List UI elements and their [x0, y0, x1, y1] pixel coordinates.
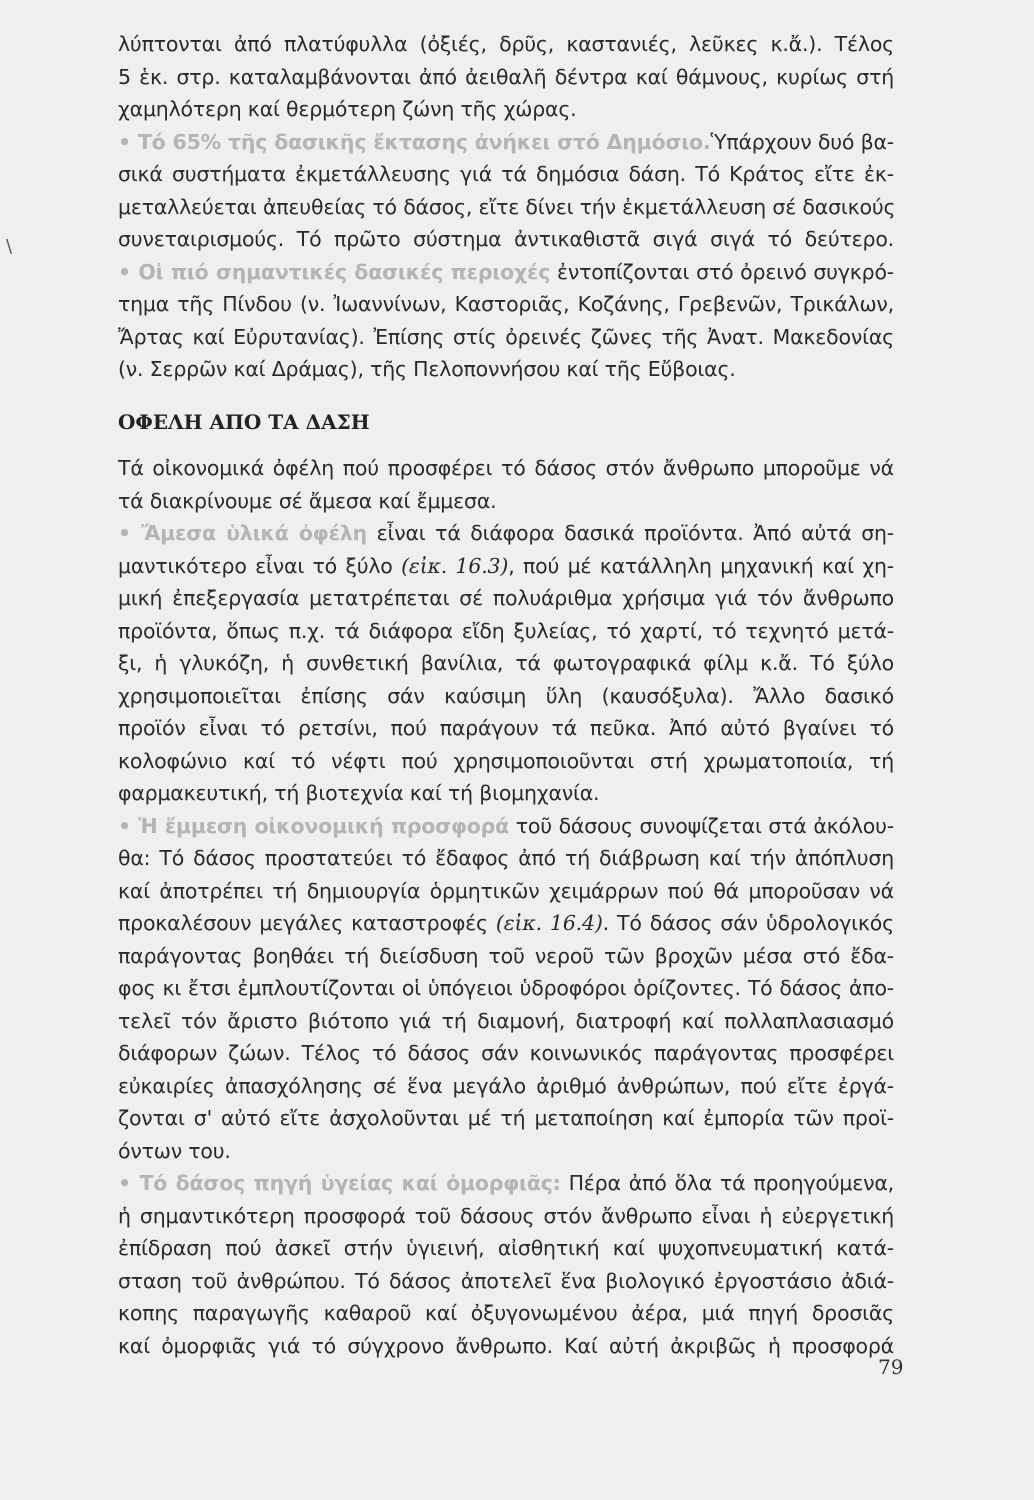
paragraph-block-forest-benefits [118, 452, 894, 1362]
margin-mark: \ [6, 236, 13, 257]
text-line [118, 1005, 894, 1038]
inline-heading: • Τό 65% τῆς δασικῆς ἔκτασης ἀνήκει στό Δημόσιο. [118, 129, 711, 154]
page-number: 79 [878, 1355, 904, 1379]
line-text: . Τό δάσος σάν ὑδρολογικός [602, 911, 894, 935]
line-text: Ἄρτας καί Εὐρυτανίας). Ἐπίσης στίς ὀρεινές ζῶνες τῆς Ἀνατ. Μακεδονίας [118, 324, 894, 349]
line-text: ξι, ἡ γλυκόζη, ἡ συνθετική βανίλια, τά φωτογραφικά φίλμ κ.ἄ. Τό ξύλο [118, 651, 894, 675]
text-line [118, 1037, 894, 1070]
figure-reference: (εἰκ. 16.3) [401, 553, 509, 578]
line-text: Πέρα ἀπό ὅλα τά προηγούμενα, [560, 1171, 894, 1195]
figure-reference: (εἰκ. 16.4) [495, 911, 603, 935]
text-line [118, 288, 894, 321]
inline-heading: • Ἄμεσα ὑλικά ὀφέλη [118, 521, 367, 545]
line-text: , πού μέ κατάλληλη μηχανική καί χη- [508, 553, 894, 578]
line-text: Ὑπάρχουν δυό βα- [710, 129, 894, 154]
line-text: (ν. Σερρῶν καί Δράμας), τῆς Πελοποννήσου καί τῆς Εὔβοιας. [118, 357, 736, 381]
line-text: μαντικότερο εἶναι τό ξύλο [118, 553, 402, 578]
text-line [118, 353, 894, 386]
line-text: ἡ σημαντικότερη προσφορά τοῦ δάσους στόν ἄνθρωπο εἶναι ἡ εὐεργετική [118, 1203, 894, 1228]
line-text: κολοφώνιο καί τό νέφτι πού χρησιμοποιοῦνται στή χρωματοποιία, τή [118, 748, 894, 773]
text-line [118, 158, 894, 191]
line-text: φος κι ἔτσι ἐμπλουτίζονται οἱ ὑπόγειοι ὑδροφόροι ὁρίζοντες. Τό δάσος ἀπο- [118, 976, 894, 1000]
text-line [118, 28, 894, 61]
text-line [118, 1102, 894, 1135]
text-line [118, 550, 894, 583]
line-text: τελεῖ τόν ἄριστο βιότοπο γιά τή διαμονή, διατροφή καί πολλαπλασιασμό [118, 1008, 894, 1033]
paragraph-block-forest-ownership [118, 28, 894, 386]
line-text: προκαλέσουν μεγάλες καταστροφές [118, 911, 496, 935]
text-line [118, 1200, 894, 1233]
text-line [118, 191, 894, 224]
line-text: χρησιμοποιεῖται ἐπίσης σάν καύσιμη ὕλη (καυσόξυλα). Ἄλλο δασικό [118, 683, 894, 708]
text-line [118, 1232, 894, 1265]
line-text: εἶναι τά διάφορα δασικά προϊόντα. Ἀπό αὐτά ση- [366, 521, 894, 545]
text-line [118, 875, 894, 908]
text-line [118, 777, 894, 810]
text-line [118, 1167, 894, 1200]
line-text: τά διακρίνουμε σέ ἄμεσα καί ἔμμεσα. [118, 488, 497, 513]
inline-heading: • Τό δάσος πηγή ὑγείας καί ὀμορφιᾶς: [118, 1171, 561, 1195]
line-text: διάφορων ζώων. Τέλος τό δάσος σάν κοινωνικός παράγοντας προσφέρει [118, 1041, 894, 1065]
text-line [118, 1135, 894, 1168]
text-line [118, 582, 894, 615]
text-line [118, 256, 894, 289]
text-line [118, 126, 894, 159]
line-text: όντων του. [118, 1138, 231, 1163]
text-line [118, 61, 894, 94]
text-line [118, 842, 894, 875]
line-text: συνεταιρισμούς. Τό πρῶτο σύστημα ἀντικαθιστᾶ σιγά σιγά τό δεύτερο. [118, 227, 894, 251]
line-text: παράγοντας βοηθάει τή διείσδυση τοῦ νεροῦ τῶν βροχῶν μέσα στό ἔδα- [118, 943, 894, 968]
text-line [118, 615, 894, 648]
page-body [118, 28, 894, 1362]
line-text: χαμηλότερη καί θερμότερη ζώνη τῆς χώρας. [118, 97, 577, 121]
text-line [118, 1265, 894, 1298]
text-line [118, 223, 894, 256]
line-text: κοπης παραγωγῆς καθαροῦ καί ὀξυγονωμένου ἀέρα, μιά πηγή δροσιᾶς [118, 1301, 894, 1325]
text-line [118, 1297, 894, 1330]
line-text: θα: Τό δάσος προστατεύει τό ἔδαφος ἀπό τή διάβρωση καί τήν ἀπόπλυση [118, 846, 894, 870]
line-text: προϊόν εἶναι τό ρετσίνι, πού παράγουν τά πεῦκα. Ἀπό αὐτό βγαίνει τό [118, 716, 894, 740]
inline-heading: • Ἡ ἔμμεση οἰκονομική προσφορά [118, 813, 510, 838]
text-line [118, 485, 894, 518]
line-text: τημα τῆς Πίνδου (ν. Ἰωαννίνων, Καστοριᾶς, Κοζάνης, Γρεβενῶν, Τρικάλων, [118, 292, 894, 316]
text-line [118, 745, 894, 778]
text-line [118, 452, 894, 485]
text-line [118, 321, 894, 354]
text-line [118, 680, 894, 713]
line-text: ἐντοπίζονται στό ὀρεινό συγκρό- [550, 259, 894, 284]
text-line [118, 517, 894, 550]
line-text: ἐπίδραση πού ἀσκεῖ στήν ὑγιεινή, αἰσθητική καί ψυχοπνευματική κατά- [118, 1236, 894, 1260]
section-heading: ΟΦΕΛΗ ΑΠΟ ΤΑ ΔΑΣΗ [118, 409, 370, 434]
line-text: τοῦ δάσους συνοψίζεται στά ἀκόλου- [509, 813, 894, 838]
inline-heading: • Οἱ πιό σημαντικές δασικές περιοχές [118, 259, 551, 284]
line-text: καί ὀμορφιᾶς γιά τό σύγχρονο ἄνθρωπο. Καί αὐτή ἀκριβῶς ἡ προσφορά [118, 1333, 894, 1358]
line-text: μική ἐπεξεργασία μετατρέπεται σέ πολυάριθμα χρήσιμα γιά τόν ἄνθρωπο [118, 586, 894, 610]
text-line [118, 1070, 894, 1103]
line-text: σταση τοῦ ἀνθρώπου. Τό δάσος ἀποτελεῖ ἕνα βιολογικό ἐργοστάσιο ἀδιά- [118, 1268, 894, 1293]
line-text: λύπτονται ἀπό πλατύφυλλα (ὀξιές, δρῦς, καστανιές, λεῦκες κ.ἄ.). Τέλος [118, 32, 894, 56]
line-text: καί ἀποτρέπει τή δημιουργία ὁρμητικῶν χειμάρρων πού θά μποροῦσαν νά [118, 878, 894, 903]
line-text: 5 ἑκ. στρ. καταλαμβάνονται ἀπό ἀειθαλῆ δέντρα καί θάμνους, κυρίως στή [118, 64, 894, 89]
text-line [118, 647, 894, 680]
line-text: ζονται σ' αὐτό εἴτε ἀσχολοῦνται μέ τή μεταποίηση καί ἐμπορία τῶν προϊ- [118, 1106, 894, 1130]
text-line [118, 712, 894, 745]
line-text: Τά οἰκονομικά ὀφέλη πού προσφέρει τό δάσος στόν ἄνθρωπο μποροῦμε νά [118, 456, 894, 480]
text-line [118, 940, 894, 973]
line-text: προϊόντα, ὅπως π.χ. τά διάφορα εἴδη ξυλείας, τό χαρτί, τό τεχνητό μετά- [118, 618, 894, 643]
text-line [118, 907, 894, 940]
line-text: εὐκαιρίες ἀπασχόλησης σέ ἕνα μεγάλο ἀριθμό ἀνθρώπων, πού εἴτε ἐργά- [118, 1073, 894, 1098]
text-line [118, 1330, 894, 1363]
text-line [118, 972, 894, 1005]
text-line [118, 93, 894, 126]
text-line [118, 810, 894, 843]
line-text: μεταλλεύεται ἀπευθείας τό δάσος, εἴτε δίνει τήν ἐκμετάλλευση σέ δασικούς [118, 194, 896, 219]
line-text: φαρμακευτική, τή βιοτεχνία καί τή βιομηχανία. [118, 781, 600, 805]
line-text: σικά συστήματα ἐκμετάλλευσης γιά τά δημόσια δάση. Τό Κράτος εἴτε ἐκ- [118, 162, 894, 186]
